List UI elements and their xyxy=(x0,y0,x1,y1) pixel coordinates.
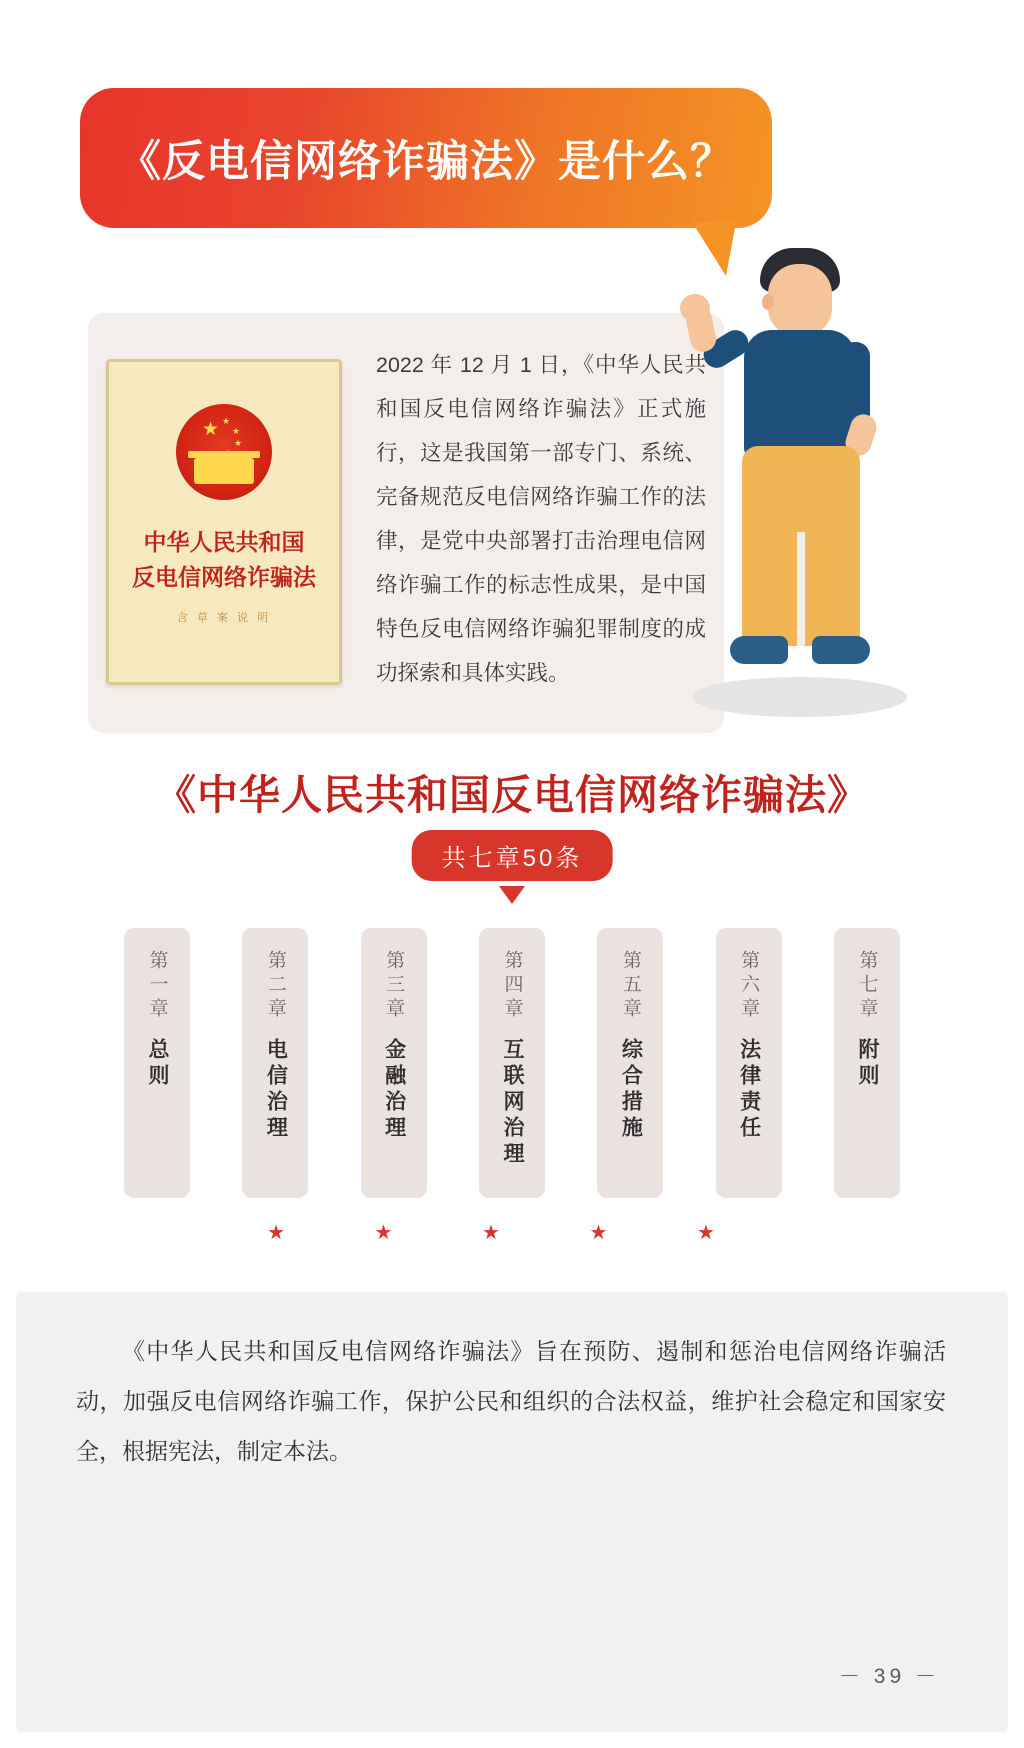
page-title: 《反电信网络诈骗法》是什么？ xyxy=(118,136,734,187)
footer-summary-block xyxy=(16,1292,1008,1732)
intro-paragraph: 2022 年 12 月 1 日，《中华人民共和国反电信网络诈骗法》正式施行，这是我国第一部专门、系统、完备规范反电信网络诈骗工作的法律，是党中央部署打击治理电信网络诈骗工作的标志性成果，是中国特色反电信网络诈骗犯罪制度的成功探索和具体实践。 xyxy=(376,353,706,685)
law-book-cover xyxy=(106,359,342,685)
intro-card xyxy=(88,313,724,733)
chapter-name: 金融治理 xyxy=(382,1038,406,1142)
person-left-hand xyxy=(680,294,710,322)
chapter-number: 第一章 xyxy=(146,950,168,1022)
chapter-name: 附则 xyxy=(855,1038,879,1090)
person-illustration xyxy=(672,232,932,732)
book-cover-title-line2: 反电信网络诈骗法 xyxy=(132,563,316,591)
emblem-gate-icon xyxy=(194,458,254,484)
book-cover-title-line1: 中华人民共和国 xyxy=(143,529,305,556)
chapter-number: 第三章 xyxy=(383,950,405,1022)
chapter-number: 第五章 xyxy=(619,950,641,1022)
star-divider-icon: ★ ★ ★ ★ ★ xyxy=(267,1222,757,1244)
emblem-star-large-icon: ★ xyxy=(202,419,220,440)
chapter-name: 法律责任 xyxy=(737,1038,761,1142)
chevron-down-icon xyxy=(499,886,525,904)
national-emblem-icon xyxy=(176,404,272,500)
chapter-card xyxy=(479,928,545,1198)
person-left-shoe xyxy=(730,636,788,664)
chapter-name: 电信治理 xyxy=(264,1038,288,1142)
law-title: 《中华人民共和国反电信网络诈骗法》 xyxy=(155,771,869,819)
chapter-name: 总则 xyxy=(146,1038,169,1090)
chapter-name: 互联网治理 xyxy=(500,1038,524,1168)
chapter-card xyxy=(834,928,900,1198)
chapter-name: 综合措施 xyxy=(619,1038,643,1142)
chapter-count-badge: 共七章50条 xyxy=(412,830,613,881)
footer-paragraph: 《中华人民共和国反电信网络诈骗法》旨在预防、遏制和惩治电信网络诈骗活动，加强反电信网络诈骗工作，保护公民和组织的合法权益，维护社会稳定和国家安全，根据宪法，制定本法。 xyxy=(76,1338,946,1464)
chapter-card xyxy=(361,928,427,1198)
chapter-number: 第七章 xyxy=(856,950,878,1022)
page-number: － 39 － xyxy=(838,1665,940,1688)
chapter-number: 第四章 xyxy=(501,950,523,1022)
book-cover-subtitle: 含 草 案 说 明 xyxy=(176,612,272,624)
person-pants xyxy=(742,446,860,646)
chapter-card xyxy=(716,928,782,1198)
person-ear xyxy=(762,294,774,310)
person-shadow xyxy=(692,677,907,717)
chapter-list xyxy=(124,928,900,1198)
chapter-card xyxy=(124,928,190,1198)
chapter-card xyxy=(242,928,308,1198)
chapter-number: 第二章 xyxy=(264,950,286,1022)
emblem-star-small-1-icon: ★ xyxy=(222,416,231,426)
emblem-star-small-2-icon: ★ xyxy=(232,426,241,436)
person-right-shoe xyxy=(812,636,870,664)
chapter-card xyxy=(597,928,663,1198)
person-head xyxy=(768,264,832,336)
chapter-number: 第六章 xyxy=(738,950,760,1022)
book-cover-title xyxy=(132,526,316,595)
emblem-star-small-3-icon: ★ xyxy=(234,438,243,448)
title-speech-bubble xyxy=(80,88,772,228)
